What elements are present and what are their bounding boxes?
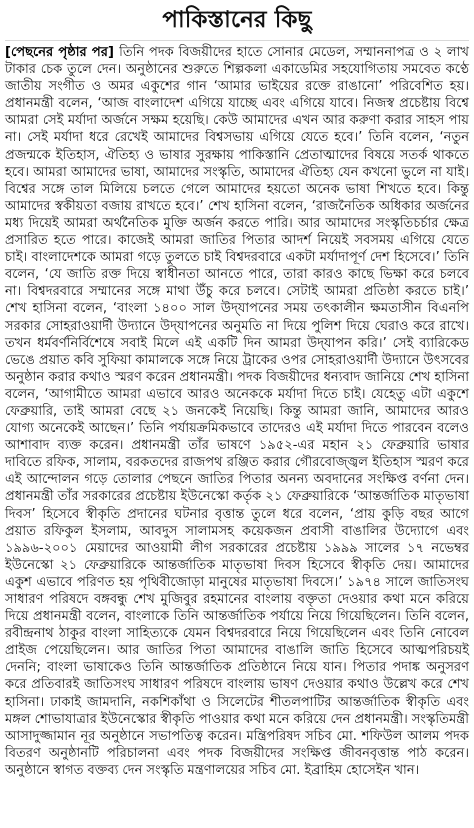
continued-from-previous-page-label: [পেছনের পৃষ্ঠার পর] [5, 45, 120, 60]
headline-area [5, 0, 469, 41]
article-headline: পাকিস্তানের কিছু [162, 6, 312, 33]
article-body [5, 44, 469, 779]
article-text: তিনি পদক বিজয়ীদের হাতে সোনার মেডেল, সম্মাননাপত্র ও ২ লাখ টাকার চেক তুলে দেন। অনুষ্ঠানের শুরুতে শিল্পকলা একাডেমির সহযোগিতায় সমবেত কণ্ঠে জাতীয় সংগীত ও অমর একুশের গান ‘আমার ভাইয়ের রক্তে রাঙানো’ পরিবেশিত হয়। প্রধানমন্ত্রী বলেন, ‘আজ বাংলাদেশ এগিয়ে যাচ্ছে এবং এগিয়ে যাবে। নিজস্ব প্রচেষ্টায় বিশ্বে আমরা সেই মর্যাদা অর্জনে সক্ষম হয়েছি। কেউ আমাদের এখন আর করুণা করার সাহস পায় না। সেই মর্যাদা ধরে রেখেই আমাদের বিশ্বসভায় এগিয়ে যেতে হবে।’ তিনি বলেন, ‘নতুন প্রজন্মকে ইতিহাস, ঐতিহ্য ও ভাষার সুরক্ষায় পাকিস্তানি প্রেতাত্মাদের বিষয়ে সতর্ক থাকতে হবে। আমরা আমাদের ভাষা, আমাদের সংস্কৃতি, আমাদের ঐতিহ্য যেন কখনো ভুলে না যাই। বিশ্বের সঙ্গে তাল মিলিয়ে চলতে গেলে আমাদের হয়তো অনেক ভাষা শিখতে হবে। কিন্তু আমাদের স্বকীয়তা বজায় রাখতে হবে।’ শেখ হাসিনা বলেন, ‘রাজনৈতিক অধিকার অর্জনের মধ্য দিয়েই আমরা অর্থনৈতিক মুক্তি অর্জন করতে পারি। আর আমাদের সংস্কৃতিচর্চার ক্ষেত্র প্রসারিত হতে পারে। কাজেই আমরা জাতির পিতার আদর্শ নিয়েই সবসময় এগিয়ে যেতে চাই। বাংলাদেশকে আমরা গড়ে তুলতে চাই বিশ্বদরবারে একটা মর্যাদাপূর্ণ দেশ হিসেবে।’ তিনি বলেন, ‘যে জাতি রক্ত দিয়ে স্বাধীনতা আনতে পারে, তারা কারও কাছে ভিক্ষা করে চলবে না। বিশ্বদরবারে সম্মানের সঙ্গে মাথা উঁচু করে চলবে। সেটাই আমরা প্রতিষ্ঠা করতে চাই।’ শেখ হাসিনা বলেন, ‘বাংলা ১৪০০ সাল উদ্‌যাপনের সময় তৎকালীন ক্ষমতাসীন বিএনপি সরকার সোহরাওয়ার্দী উদ্যানে উদ্‌যাপনের অনুমতি না দিয়ে পুলিশ দিয়ে ঘেরাও করে রাখে। তখন ধর্মবর্ণনির্বিশেষে সবাই মিলে এই একটি দিন আমরা উদ্‌যাপন করি।’ সেই ব্যারিকেড ভেঙে প্রয়াত কবি সুফিয়া কামালকে সঙ্গে নিয়ে ট্রাকের ওপর সোহরাওয়ার্দী উদ্যানে উৎসবের অনুষ্ঠান করার কথাও স্মরণ করেন প্রধানমন্ত্রী। পদক বিজয়ীদের ধন্যবাদ জানিয়ে শেখ হাসিনা বলেন, ‘আগামীতে আমরা এভাবে আরও অনেককে মর্যাদা দিতে চাই। যেহেতু এটা একুশে ফেব্রুয়ারি, তাই আমরা বেছে ২১ জনকেই নিয়েছি। কিন্তু আমরা জানি, আমাদের আরও যোগ্য অনেকেই আছেন।’ তিনি পর্যায়ক্রমিকভাবে তাদেরও এই মর্যাদা দিতে পারবেন বলেও আশাবাদ ব্যক্ত করেন। প্রধানমন্ত্রী তাঁর ভাষণে ১৯৫২-এর মহান ২১ ফেব্রুয়ারি ভাষার দাবিতে রফিক, সালাম, বরকতদের রাজপথ রঞ্জিত করার গৌরবোজ্জ্বল ইতিহাস স্মরণ করে এই আন্দোলন গড়ে তোলার পেছনে জাতির পিতার অনন্য অবদানের সংক্ষিপ্ত বর্ণনা দেন। প্রধানমন্ত্রী তাঁর সরকারের প্রচেষ্টায় ইউনেস্কো কর্তৃক ২১ ফেব্রুয়ারিকে ‘আন্তর্জাতিক মাতৃভাষা দিবস’ হিসেবে স্বীকৃতি প্রদানের ঘটনার বৃত্তান্ত তুলে ধরে বলেন, ‘প্রায় কুড়ি বছর আগে প্রয়াত রফিকুল ইসলাম, আবদুস সালামসহ কয়েকজন প্রবাসী বাঙালির উদ্যোগে এবং ১৯৯৬-২০০১ মেয়াদের আওয়ামী লীগ সরকারের প্রচেষ্টায় ১৯৯৯ সালের ১৭ নভেম্বর ইউনেস্কো ২১ ফেব্রুয়ারিকে আন্তর্জাতিক মাতৃভাষা দিবস হিসেবে স্বীকৃতি দেয়। আমাদের একুশ এভাবে পরিণত হয় পৃথিবীজোড়া মানুষের মাতৃভাষা দিবসে।’ ১৯৭৪ সালে জাতিসংঘ সাধারণ পরিষদে বঙ্গবন্ধু শেখ মুজিবুর রহমানের বাংলায় বক্তৃতা দেওয়ার কথা মনে করিয়ে দিয়ে প্রধানমন্ত্রী বলেন, বাংলাকে তিনি আন্তর্জাতিক পর্যায়ে নিয়ে গিয়েছিলেন। তিনি বলেন, রবীন্দ্রনাথ ঠাকুর বাংলা সাহিত্যকে যেমন বিশ্বদরবারে নিয়ে গিয়েছিলেন এবং তিনি নোবেল প্রাইজ পেয়েছিলেন। আর জাতির পিতা আমাদের বাঙালি জাতি হিসেবে আত্মপরিচয়ই দেননি; বাংলা ভাষাকেও তিনি আন্তর্জাতিক প্রতিষ্ঠানে নিয়ে যান। পিতার পদাঙ্ক অনুসরণ করে প্রতিবারই জাতিসংঘ সাধারণ পরিষদে বাংলায় ভাষণ দেওয়ার কথাও উল্লেখ করে শেখ হাসিনা। ঢাকাই জামদানি, নকশিকাঁথা ও সিলেটের শীতলপাটির আন্তর্জাতিক স্বীকৃতি এবং মঙ্গল শোভাযাত্রার ইউনেস্কোর স্বীকৃতি পাওয়ার কথা মনে করিয়ে দেন প্রধানমন্ত্রী। সংস্কৃতিমন্ত্রী আসাদুজ্জামান নূর অনুষ্ঠানে সভাপতিত্ব করেন। মন্ত্রিপরিষদ সচিব মো. শফিউল আলম পদক বিতরণ অনুষ্ঠানটি পরিচালনা এবং পদক বিজয়ীদের সংক্ষিপ্ত জীবনবৃত্তান্ত পাঠ করেন। অনুষ্ঠানে স্বাগত বক্তব্য দেন সংস্কৃতি মন্ত্রণালয়ের সচিব মো. ইব্রাহিম হোসেইন খান। [5, 45, 469, 778]
